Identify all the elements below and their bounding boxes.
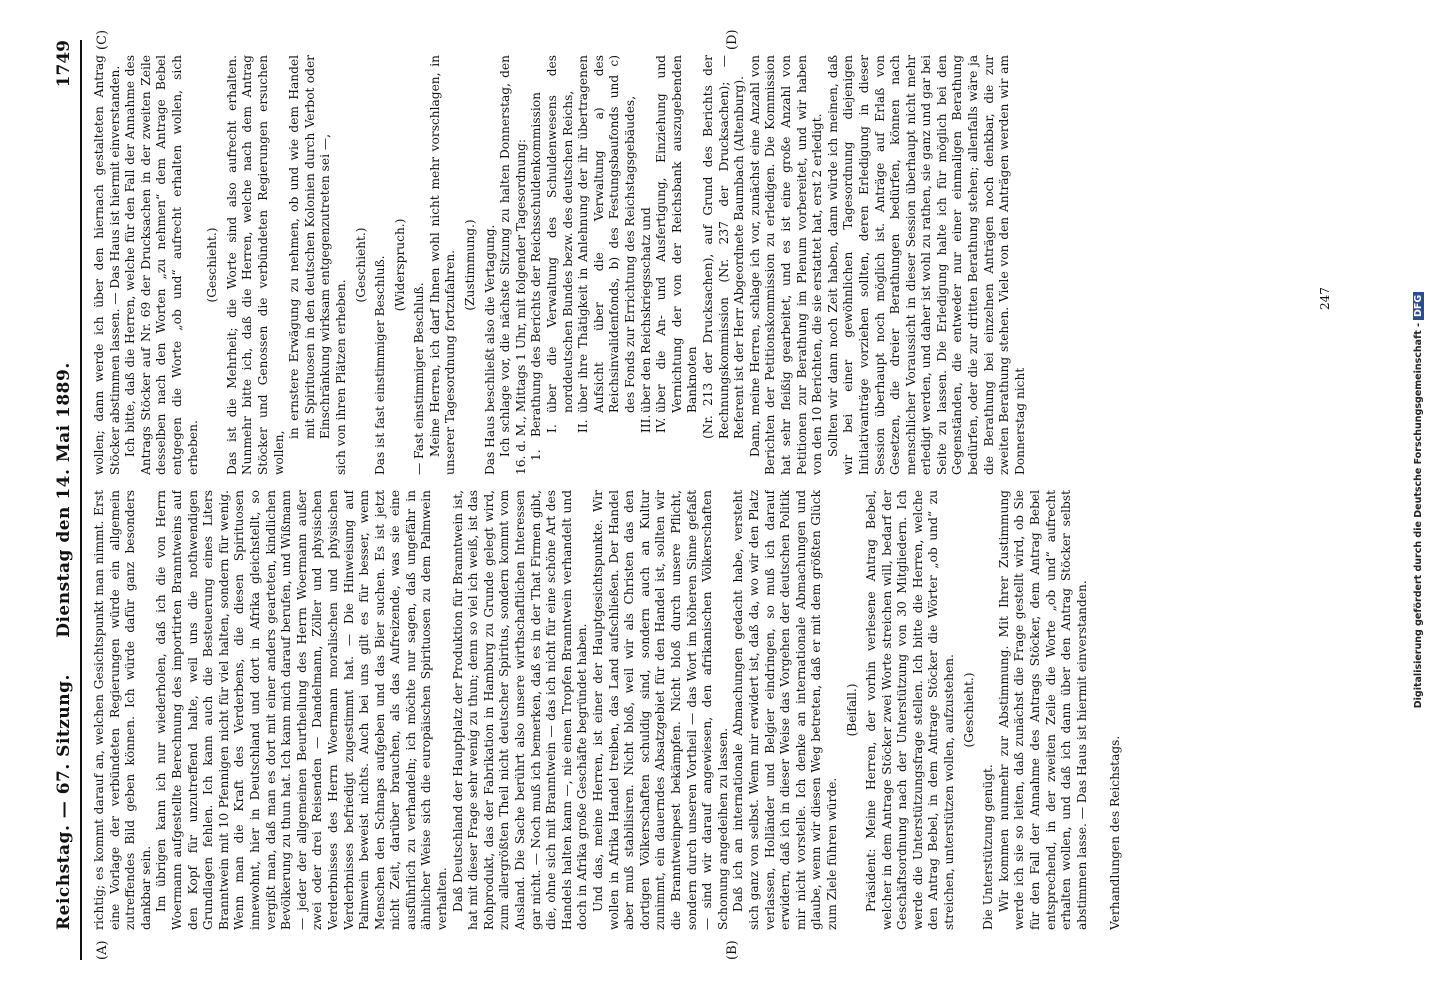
paragraph: Im übrigen kann ich nur wiederholen, daß ich die von Herrn Woermann aufgestellte Berechnung des importirten Branntweins auf den Kopf für unzutreffend halte, weil uns die nothwendigen Grundlagen fehlen. Ich kann auch die Besteuerung eines Liters Branntwein mit 10 Pfennigen nicht für viel halten, sondern für wenig. Wenn man die Kraft des Verderbens, die diesen Spirituosen innewohnt, hier in Deutschland und dort in Afrika gleichstellt, so vergißt man, daß man es dort mit einer anders gearteten, kindlichen Bevölkerung zu thun hat. Ich kann mich darauf berufen, und Wißmann — jeder der allgemeinen Beurtheilung des Herrn Woermann außer zwei oder drei Reisenden — Dandelmann, Zöller und physischen Verderbnisses des Herrn Woermann moralischen und physischen Verderbnisses befriedigt zugestimmt hat. — Die Hinweisung auf Palmwein beweist nichts. Auch bei uns gilt es für besser, wenn Menschen den Schnaps aufgeben und das Bier suchen. Es ist jetzt nicht Zeit, darüber brauchen, als das Aufreizende, was sie eine ausführlich zu verhandeln; ich möchte nur sagen, daß ungefähr in ähnlicher Weise sich die europäischen Spirituosen zu dem Palmwein verhalten.: [154, 490, 450, 930]
paragraph: Wir kommen nunmehr zur Abstimmung. Mit Ihrer Zustimmung werde ich sie so leiten, daß zunächst die Frage gestellt wird, ob Sie für den Fall der Annahme des Antrags Stöcker, dem Antrag Bebel entsprechend, in der zweiten Zeile die Worte „ob und“ aufrecht erhalten wollen, und daß ich dann über den Antrag Stöcker selbst abstimmen lasse. — Das Haus ist hiermit einverstanden.: [996, 490, 1089, 930]
paragraph: (Nr. 213 der Drucksachen), auf Grund des Berichts der Rechnungskommission (Nr. 237 der Drucksachen); — Referent ist der Herr Abgeordnete Baumbach (Altenburg).: [700, 55, 747, 439]
agenda-item-text: über den Reichskriegsschatz und: [638, 207, 653, 413]
paragraph: Ich schlage vor, die nächste Sitzung zu halten Donnerstag, den 16. d. M., Mittags 1 Uhr, mit folgender Tagesordnung:: [498, 55, 528, 475]
page-header: [40, 40, 82, 960]
header-date: Dienstag den 14. Mai 1889.: [54, 362, 74, 638]
paragraph: wollen; dann werde ich über den hiernach gestalteten Antrag Stöcker abstimmen lassen. — Das Haus ist hiermit einverstanden.: [92, 55, 122, 475]
agenda-item-number: 1.: [529, 449, 544, 461]
margin-mark-c: (C): [95, 29, 110, 50]
agenda-item-number: III.: [638, 414, 653, 433]
digitization-credit: [1413, 0, 1424, 1000]
stage-direction: (Geschieht.): [961, 672, 976, 748]
paragraph: sich von ihren Plätzen erheben.: [333, 279, 348, 475]
paragraph: Und das, meine Herren, ist einer der Hauptgesichtspunkte. Wir wollen in Afrika Handel treiben, das Land aufschließen. Der Handel aber muß stabilisiren. Nicht bloß, weil wir als Christen das den dortigen Völkerschaften schuldig sind, sondern auch an Kultur zunimmt, ein dauerndes Absatzgebiet für den Handel ist, sollten wir die Branntweinpest bekämpfen. Nicht bloß durch unsere Pflicht, sondern durch unseren Vortheil — das Wort im höheren Sinne gefaßt — sind wir darauf angewiesen, den afrikanischen Völkerschaften Schonung angedeihen zu lassen.: [591, 490, 730, 930]
paragraph: Daß Deutschland der Hauptplatz der Produktion für Branntwein ist, hat mit dieser Frage sehr wenig zu thun; denn so viel ich weiß, ist das Rohprodukt, das der Fabrikation in Hamburg zu Grunde gelegt wird, zum allergrößten Theil nicht deutscher Spiritus, sondern kommt vom Ausland. Die Sache berührt also unsere wirthschaftlichen Interessen gar nicht. — Noch muß ich bemerken, daß es in der That Firmen gibt, die, ohne sich mit Branntwein — das ich nicht für eine schöne Art des Handels halten kann —, nie einen Tropfen Branntwein verhandelt und doch in Afrika große Geschäfte begründet haben.: [450, 490, 590, 930]
paragraph: Daß ich an internationale Abmachungen gedacht habe, versteht sich ganz von selbst. Wenn mir erwidert ist, daß da, wo wir den Platz verlassen, Holländer und Belgier eindringen, so muß ich darauf erwidern, daß ich in dieser Weise das Vorgehen der deutschen Politik mir nicht vorstelle. Ich denke an internationale Abmachungen und glaube, wenn wir diesen Weg betreten, daß er mit dem größten Glück zum Ziele führen würde.: [731, 490, 839, 930]
speaker-paragraph: Präsident: Meine Herren, der vorhin verlesene Antrag Bebel, welcher in dem Antrage Stöcker zwei Worte streichen will, bedarf der Geschäftsordnung nach der Unterstützung von 30 Mitgliedern. Ich werde die Unterstützungsfrage stellen. Ich bitte die Herren, welche den Antrag Bebel, in dem Antrage Stöcker die Wörter „ob und“ zu streichen, unterstützen wollen, aufzustehen.: [864, 490, 957, 930]
margin-mark-d: (D): [725, 29, 740, 50]
agenda-item-text: Berathung des Berichts der Reichsschuldenkommission: [529, 92, 544, 437]
header-left: Reichstag. — 67. Sitzung.: [54, 674, 74, 930]
signature-number: 247: [1318, 287, 1332, 310]
proceedings-label: Verhandlungen des Reichstags.: [1108, 735, 1123, 930]
stage-direction: (Geschieht.): [353, 227, 368, 303]
page-number: 1749: [54, 40, 74, 88]
credit-text: Digitalisierung gefördert durch die Deutsche Forschungsgemeinschaft -: [1413, 322, 1424, 709]
paragraph: Das Haus beschließt also die Vertagung.: [482, 224, 497, 475]
right-column: [92, 55, 1342, 475]
paragraph: Die Unterstützung genügt.: [981, 764, 996, 930]
paragraph: Das ist die Mehrheit; die Worte sind also aufrecht erhalten. Nunmehr bitte ich, daß die Herren, welche nach dem Antrag Stöcker und Genossen die verbündeten Regierungen ersuchen wollen,: [224, 55, 286, 475]
quoted-motion: in ernstere Erwägung zu nehmen, ob und wie dem Handel mit Spirituosen in den deutschen Kolonien durch Verbot oder Einschränkung wirksam entgegenzutreten sei —,: [287, 55, 333, 439]
paragraph: Dann, meine Herren, schlage ich vor, zunächst eine Anzahl von Berichten der Petitionskommission zu erledigen. Die Kommission hat sehr fleißig gearbeitet, und es ist eine große Anzahl von Petitionen zur Berathung im Plenum vorbereitet, und wir haben von den 10 Berichten, die sie erstattet hat, erst 2 erledigt.: [747, 55, 825, 475]
dfg-logo: DFG: [1413, 292, 1424, 320]
paragraph: richtig; es kommt darauf an, welchen Gesichtspunkt man nimmt. Erst eine Vorlage der verbündeten Regierungen würde ein allgemein zutreffendes Bild geben können. Ich würde dafür ganz besonders dankbar sein.: [92, 490, 153, 930]
paragraph: — Fast einstimmiger Beschluß.: [412, 282, 427, 475]
agenda-subitem: [654, 55, 701, 475]
margin-mark-b: (B): [725, 940, 740, 960]
agenda-item-text: über die Verwaltung des Schuldenwesens des norddeutschen Bundes bezw. des deutschen Reichs,: [545, 55, 575, 413]
paragraph: Ich bitte, daß die Herren, welche für den Fall der Annahme des Antrags Stöcker auf Nr. 69 der Drucksachen in der zweiten Zeile desselben nach den Worten „zu nehmen“ dem Antrage Bebel entgegen die Worte „ob und“ aufrecht erhalten wollen, sich erheben.: [123, 55, 200, 475]
paragraph: Meine Herren, ich darf Ihnen wohl nicht mehr vorschlagen, in unserer Tagesordnung fortzufahren.: [427, 55, 458, 475]
agenda-subitem: [545, 55, 576, 475]
stage-direction: (Beifall.): [844, 683, 859, 737]
left-column: [92, 490, 1342, 930]
stage-direction: (Widerspruch.): [392, 218, 407, 312]
agenda-item-number: II.: [576, 419, 591, 433]
agenda-item-number: IV.: [654, 417, 669, 433]
agenda-subitem: [639, 55, 655, 475]
paragraph: Das ist fast einstimmiger Beschluß.: [373, 255, 388, 475]
agenda-item-text: über ihre Thätigkeit in Anlehnung der ihr übertragenen Aufsicht über die Verwaltung a) des Reichsinvalidenfonds, b) des Festungsbaufonds und c) des Fonds zur Errichtung des Reichstagsgebäudes,: [576, 55, 637, 413]
margin-mark-a: (A): [95, 940, 110, 960]
agenda-item-number: I.: [545, 424, 560, 433]
stage-direction: (Zustimmung.): [463, 219, 478, 311]
agenda-list: [529, 55, 701, 475]
agenda-item-text: über die An- und Ausfertigung, Einziehung und Vernichtung der von der Reichsbank auszugebenden Banknoten: [654, 55, 700, 413]
stage-direction: (Geschieht.): [205, 227, 220, 303]
paragraph: Sollten wir dann noch Zeit haben, dann würde ich meinen, daß wir bei einer gewöhnlichen Tagesordnung diejenigen Initiativanträge vorziehen sollten, deren Erledigung in dieser Session überhaupt noch möglich ist. Anträge auf Erlaß von Gesetzen, die dreier Berathungen bedürfen, können nach menschlicher Voraussicht in dieser Session überhaupt nicht mehr erledigt werden, und daher ist wohl zu rathen, sie ganz und gar bei Seite zu lassen. Die Erledigung halte ich für möglich bei den Gegenständen, die entweder nur einer einmaligen Berathung bedürfen, oder die zur dritten Berathung stehen; allenfalls wäre ja die Berathung bei einzelnen Anträgen noch denkbar, die zur zweiten Berathung stehen. Viele von den Anträgen werden wir am Donnerstag nicht: [825, 55, 1027, 475]
agenda-subitem: [576, 55, 638, 475]
agenda-item: [529, 55, 545, 475]
